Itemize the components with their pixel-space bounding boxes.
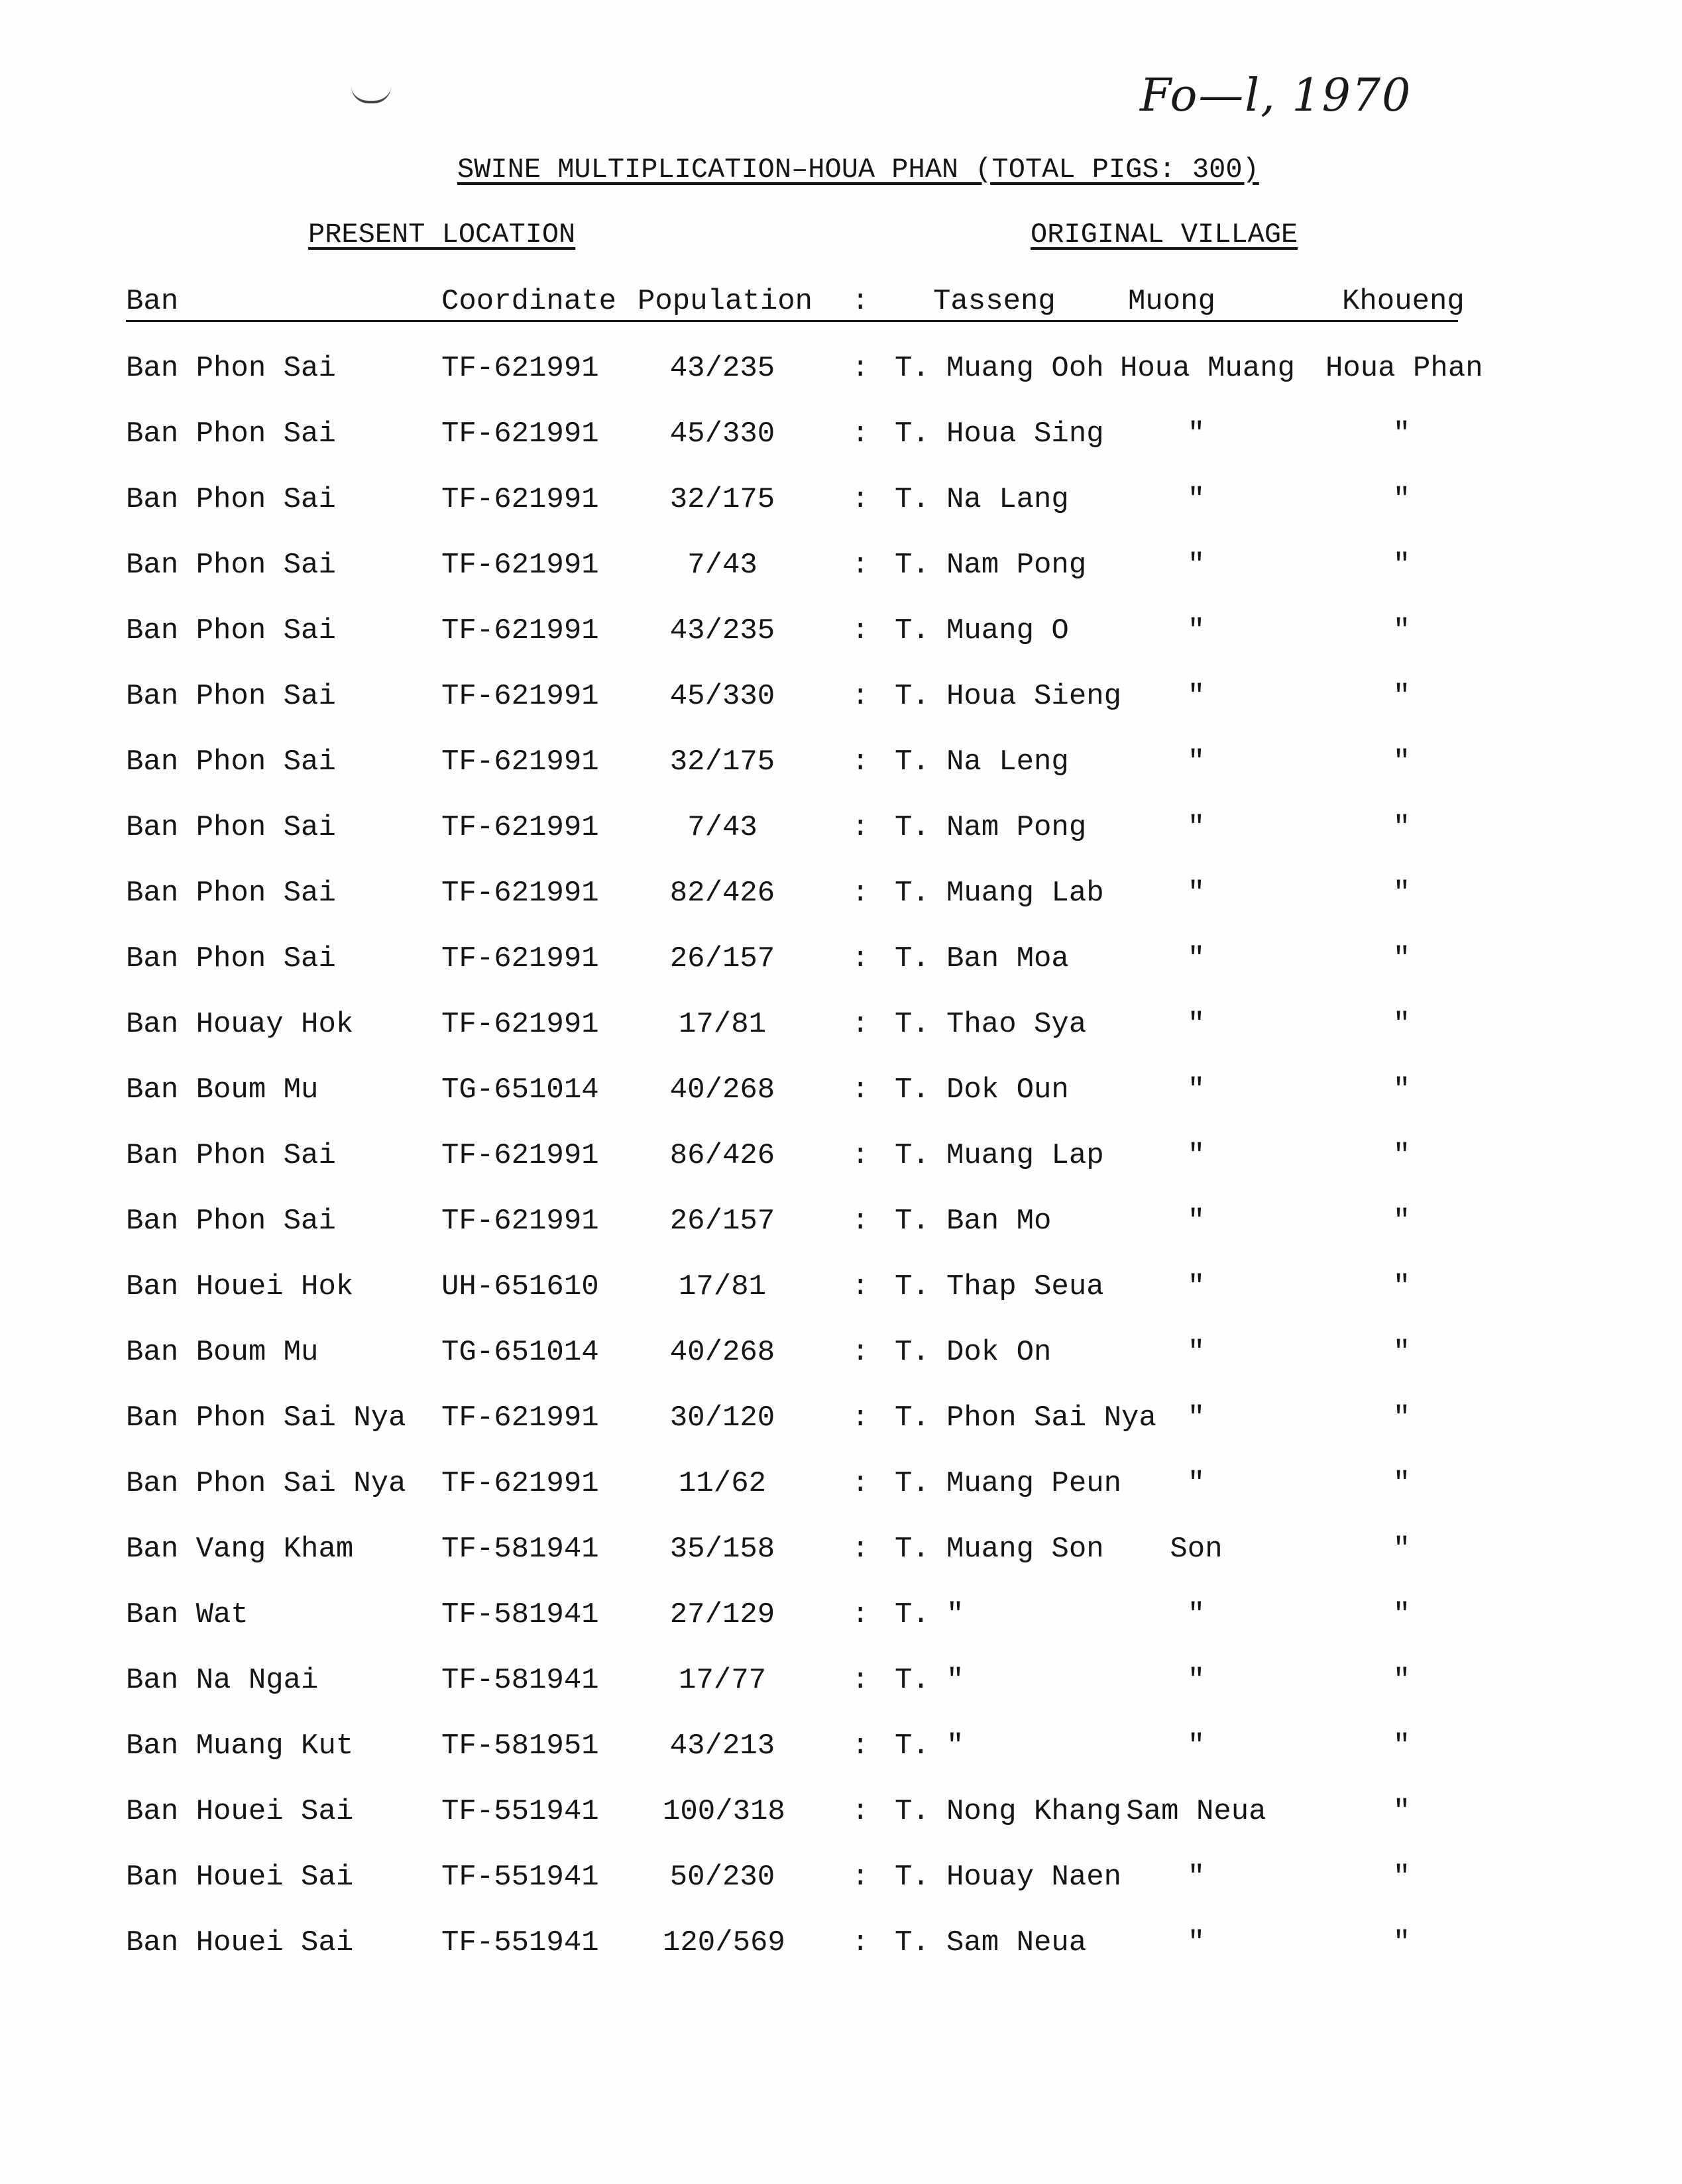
khoueng-cell: " — [1392, 1008, 1411, 1041]
muong-cell: " — [1187, 614, 1205, 647]
document-title: SWINE MULTIPLICATION–HOUA PHAN (TOTAL PIGS: 300) — [457, 154, 1259, 186]
separator-cell: : — [852, 483, 869, 516]
khoueng-cell: " — [1392, 614, 1411, 647]
col-header-ban: Ban — [126, 285, 179, 318]
tasseng-cell: Muang Ooh — [946, 352, 1104, 385]
muong-cell: " — [1187, 1861, 1205, 1894]
coordinate-cell: TF-621991 — [441, 877, 599, 910]
tasseng-cell: Na Lang — [946, 483, 1069, 516]
table-row — [0, 350, 1682, 415]
separator-cell: : — [852, 1598, 869, 1631]
table-row — [0, 875, 1682, 940]
population-cell: 11/62 — [678, 1467, 767, 1500]
population-cell: 27/129 — [669, 1598, 775, 1631]
tasseng-prefix-cell: T. — [895, 1795, 930, 1828]
coordinate-cell: TF-551941 — [441, 1926, 599, 1959]
khoueng-cell: " — [1392, 1336, 1411, 1369]
population-cell: 32/175 — [669, 483, 775, 516]
tasseng-cell: Dok On — [946, 1336, 1052, 1369]
khoueng-cell: " — [1392, 417, 1411, 451]
tasseng-prefix-cell: T. — [895, 1729, 930, 1763]
muong-cell: " — [1187, 549, 1205, 582]
ban-cell: Ban Phon Sai — [126, 549, 336, 582]
muong-cell: " — [1187, 1401, 1205, 1435]
muong-cell: " — [1187, 1073, 1205, 1107]
coordinate-cell: TF-621991 — [441, 745, 599, 779]
separator-cell: : — [852, 1861, 869, 1894]
tasseng-prefix-cell: T. — [895, 1401, 930, 1435]
coordinate-cell: TF-621991 — [441, 352, 599, 385]
population-cell: 26/157 — [669, 942, 775, 975]
muong-cell: " — [1187, 1205, 1205, 1238]
table-row — [0, 1399, 1682, 1465]
separator-cell: : — [852, 1139, 869, 1172]
tasseng-cell: Houa Sieng — [946, 680, 1122, 713]
muong-cell: " — [1187, 1008, 1205, 1041]
khoueng-cell: " — [1392, 811, 1411, 844]
separator-cell: : — [852, 1073, 869, 1107]
tasseng-cell: Nam Pong — [946, 549, 1087, 582]
table-row — [0, 1268, 1682, 1334]
tasseng-prefix-cell: T. — [895, 680, 930, 713]
khoueng-cell: " — [1392, 1401, 1411, 1435]
ban-cell: Ban Wat — [126, 1598, 249, 1631]
table-row — [0, 1662, 1682, 1727]
population-cell: 45/330 — [669, 417, 775, 451]
tasseng-prefix-cell: T. — [895, 1598, 930, 1631]
ban-cell: Ban Vang Kham — [126, 1533, 354, 1566]
coordinate-cell: TF-621991 — [441, 1205, 599, 1238]
tasseng-cell: Muang Peun — [946, 1467, 1122, 1500]
col-header-khoueng: Khoueng — [1342, 285, 1465, 318]
tasseng-cell: Muang Lap — [946, 1139, 1104, 1172]
coordinate-cell: TF-621991 — [441, 942, 599, 975]
tasseng-prefix-cell: T. — [895, 1664, 930, 1697]
muong-cell: " — [1187, 745, 1205, 779]
population-cell: 100/318 — [663, 1795, 785, 1828]
separator-cell: : — [852, 877, 869, 910]
population-cell: 82/426 — [669, 877, 775, 910]
ban-cell: Ban Houay Hok — [126, 1008, 354, 1041]
ban-cell: Ban Phon Sai — [126, 1205, 336, 1238]
khoueng-cell: " — [1392, 483, 1411, 516]
col-header-tasseng: Tasseng — [933, 285, 1056, 318]
coordinate-cell: TF-621991 — [441, 549, 599, 582]
table-row — [0, 1924, 1682, 1990]
table-row — [0, 612, 1682, 678]
separator-cell: : — [852, 745, 869, 779]
tasseng-prefix-cell: T. — [895, 614, 930, 647]
tasseng-prefix-cell: T. — [895, 483, 930, 516]
ban-cell: Ban Phon Sai Nya — [126, 1401, 406, 1435]
muong-cell: Son — [1170, 1533, 1223, 1566]
khoueng-cell: " — [1392, 1205, 1411, 1238]
ban-cell: Ban Boum Mu — [126, 1336, 319, 1369]
tasseng-cell: Nam Pong — [946, 811, 1087, 844]
table-row — [0, 1071, 1682, 1137]
table-row — [0, 547, 1682, 612]
table-row — [0, 743, 1682, 809]
population-cell: 30/120 — [669, 1401, 775, 1435]
population-cell: 45/330 — [669, 680, 775, 713]
separator-cell: : — [852, 1336, 869, 1369]
coordinate-cell: TF-581941 — [441, 1598, 599, 1631]
population-cell: 17/81 — [678, 1008, 767, 1041]
coordinate-cell: TF-551941 — [441, 1861, 599, 1894]
table-row — [0, 1137, 1682, 1203]
col-header-separator: : — [852, 285, 869, 318]
separator-cell: : — [852, 811, 869, 844]
coordinate-cell: TF-621991 — [441, 1401, 599, 1435]
tasseng-cell: " — [946, 1664, 964, 1697]
khoueng-cell: " — [1392, 1795, 1411, 1828]
separator-cell: : — [852, 1729, 869, 1763]
population-cell: 40/268 — [669, 1336, 775, 1369]
khoueng-cell: " — [1392, 1270, 1411, 1303]
khoueng-cell: " — [1392, 680, 1411, 713]
tasseng-cell: Muang O — [946, 614, 1069, 647]
separator-cell: : — [852, 1926, 869, 1959]
table-row — [0, 809, 1682, 875]
khoueng-cell: Houa Phan — [1325, 352, 1483, 385]
tasseng-cell: Na Leng — [946, 745, 1069, 779]
separator-cell: : — [852, 1401, 869, 1435]
tasseng-prefix-cell: T. — [895, 745, 930, 779]
tasseng-prefix-cell: T. — [895, 1926, 930, 1959]
tasseng-cell: Muang Lab — [946, 877, 1104, 910]
ban-cell: Ban Houei Hok — [126, 1270, 354, 1303]
population-cell: 7/43 — [687, 811, 757, 844]
khoueng-cell: " — [1392, 1729, 1411, 1763]
coordinate-cell: TF-621991 — [441, 614, 599, 647]
ban-cell: Ban Muang Kut — [126, 1729, 354, 1763]
col-header-population: Population — [638, 285, 813, 318]
population-cell: 17/77 — [678, 1664, 767, 1697]
population-cell: 50/230 — [669, 1861, 775, 1894]
khoueng-cell: " — [1392, 1664, 1411, 1697]
tasseng-cell: Houa Sing — [946, 417, 1104, 451]
tasseng-prefix-cell: T. — [895, 1205, 930, 1238]
khoueng-cell: " — [1392, 1139, 1411, 1172]
khoueng-cell: " — [1392, 1926, 1411, 1959]
population-cell: 43/213 — [669, 1729, 775, 1763]
tasseng-prefix-cell: T. — [895, 1533, 930, 1566]
tasseng-cell: Phon Sai Nya — [946, 1401, 1156, 1435]
tasseng-prefix-cell: T. — [895, 877, 930, 910]
ban-cell: Ban Phon Sai — [126, 942, 336, 975]
table-row — [0, 1006, 1682, 1071]
muong-cell: " — [1187, 942, 1205, 975]
ban-cell: Ban Houei Sai — [126, 1861, 354, 1894]
khoueng-cell: " — [1392, 942, 1411, 975]
tasseng-cell: Muang Son — [946, 1533, 1104, 1566]
coordinate-cell: TF-621991 — [441, 483, 599, 516]
population-cell: 43/235 — [669, 614, 775, 647]
muong-cell: " — [1187, 1729, 1205, 1763]
tasseng-cell: Dok Oun — [946, 1073, 1069, 1107]
tasseng-cell: Thao Sya — [946, 1008, 1087, 1041]
table-row — [0, 1334, 1682, 1399]
tasseng-prefix-cell: T. — [895, 1073, 930, 1107]
ban-cell: Ban Phon Sai — [126, 417, 336, 451]
muong-cell: " — [1187, 811, 1205, 844]
tasseng-cell: " — [946, 1598, 964, 1631]
ban-cell: Ban Phon Sai — [126, 745, 336, 779]
coordinate-cell: TG-651014 — [441, 1073, 599, 1107]
table-row — [0, 1596, 1682, 1662]
separator-cell: : — [852, 1664, 869, 1697]
separator-cell: : — [852, 417, 869, 451]
tasseng-cell: Houay Naen — [946, 1861, 1122, 1894]
khoueng-cell: " — [1392, 1533, 1411, 1566]
muong-cell: Sam Neua — [1126, 1795, 1266, 1828]
scan-mark — [351, 86, 391, 103]
coordinate-cell: TF-621991 — [441, 1467, 599, 1500]
khoueng-cell: " — [1392, 745, 1411, 779]
muong-cell: " — [1187, 877, 1205, 910]
ban-cell: Ban Phon Sai — [126, 877, 336, 910]
muong-cell: " — [1187, 1270, 1205, 1303]
ban-cell: Ban Phon Sai — [126, 614, 336, 647]
separator-cell: : — [852, 1008, 869, 1041]
section-original-village: ORIGINAL VILLAGE — [1031, 219, 1298, 250]
coordinate-cell: TG-651014 — [441, 1336, 599, 1369]
ban-cell: Ban Phon Sai — [126, 1139, 336, 1172]
tasseng-cell: Thap Seua — [946, 1270, 1104, 1303]
population-cell: 26/157 — [669, 1205, 775, 1238]
table-row — [0, 1727, 1682, 1793]
coordinate-cell: TF-581951 — [441, 1729, 599, 1763]
coordinate-cell: TF-621991 — [441, 1139, 599, 1172]
khoueng-cell: " — [1392, 1598, 1411, 1631]
ban-cell: Ban Na Ngai — [126, 1664, 319, 1697]
separator-cell: : — [852, 1205, 869, 1238]
population-cell: 32/175 — [669, 745, 775, 779]
population-cell: 120/569 — [663, 1926, 785, 1959]
coordinate-cell: TF-621991 — [441, 417, 599, 451]
separator-cell: : — [852, 942, 869, 975]
table-row — [0, 1793, 1682, 1859]
muong-cell: " — [1187, 1336, 1205, 1369]
muong-cell: Houa Muang — [1120, 352, 1296, 385]
tasseng-prefix-cell: T. — [895, 417, 930, 451]
tasseng-prefix-cell: T. — [895, 1336, 930, 1369]
tasseng-prefix-cell: T. — [895, 1139, 930, 1172]
col-header-muong: Muong — [1128, 285, 1216, 318]
table-row — [0, 1859, 1682, 1924]
muong-cell: " — [1187, 417, 1205, 451]
header-underline — [126, 320, 1458, 322]
ban-cell: Ban Houei Sai — [126, 1795, 354, 1828]
table-body — [0, 350, 1682, 1990]
col-header-coordinate: Coordinate — [441, 285, 617, 318]
tasseng-cell: Nong Khang — [946, 1795, 1122, 1828]
khoueng-cell: " — [1392, 1073, 1411, 1107]
ban-cell: Ban Phon Sai — [126, 483, 336, 516]
population-cell: 43/235 — [669, 352, 775, 385]
coordinate-cell: TF-621991 — [441, 680, 599, 713]
khoueng-cell: " — [1392, 549, 1411, 582]
handwritten-annotation: Fo—l, 1970 — [1140, 70, 1412, 122]
tasseng-prefix-cell: T. — [895, 1467, 930, 1500]
table-row — [0, 1531, 1682, 1596]
separator-cell: : — [852, 680, 869, 713]
tasseng-cell: Ban Moa — [946, 942, 1069, 975]
table-row — [0, 481, 1682, 547]
separator-cell: : — [852, 1270, 869, 1303]
table-row — [0, 1465, 1682, 1531]
coordinate-cell: TF-551941 — [441, 1795, 599, 1828]
population-cell: 86/426 — [669, 1139, 775, 1172]
ban-cell: Ban Phon Sai Nya — [126, 1467, 406, 1500]
population-cell: 35/158 — [669, 1533, 775, 1566]
separator-cell: : — [852, 1795, 869, 1828]
muong-cell: " — [1187, 1598, 1205, 1631]
coordinate-cell: UH-651610 — [441, 1270, 599, 1303]
ban-cell: Ban Phon Sai — [126, 352, 336, 385]
ban-cell: Ban Phon Sai — [126, 680, 336, 713]
coordinate-cell: TF-621991 — [441, 811, 599, 844]
separator-cell: : — [852, 1467, 869, 1500]
separator-cell: : — [852, 352, 869, 385]
khoueng-cell: " — [1392, 1467, 1411, 1500]
table-row — [0, 678, 1682, 743]
muong-cell: " — [1187, 483, 1205, 516]
separator-cell: : — [852, 614, 869, 647]
population-cell: 7/43 — [687, 549, 757, 582]
tasseng-prefix-cell: T. — [895, 1008, 930, 1041]
tasseng-cell: " — [946, 1729, 964, 1763]
tasseng-prefix-cell: T. — [895, 352, 930, 385]
table-row — [0, 940, 1682, 1006]
tasseng-prefix-cell: T. — [895, 942, 930, 975]
tasseng-cell: Sam Neua — [946, 1926, 1087, 1959]
khoueng-cell: " — [1392, 877, 1411, 910]
coordinate-cell: TF-581941 — [441, 1664, 599, 1697]
population-cell: 17/81 — [678, 1270, 767, 1303]
muong-cell: " — [1187, 1664, 1205, 1697]
coordinate-cell: TF-581941 — [441, 1533, 599, 1566]
separator-cell: : — [852, 1533, 869, 1566]
tasseng-prefix-cell: T. — [895, 1270, 930, 1303]
tasseng-prefix-cell: T. — [895, 549, 930, 582]
khoueng-cell: " — [1392, 1861, 1411, 1894]
ban-cell: Ban Phon Sai — [126, 811, 336, 844]
separator-cell: : — [852, 549, 869, 582]
coordinate-cell: TF-621991 — [441, 1008, 599, 1041]
ban-cell: Ban Boum Mu — [126, 1073, 319, 1107]
population-cell: 40/268 — [669, 1073, 775, 1107]
tasseng-prefix-cell: T. — [895, 811, 930, 844]
tasseng-cell: Ban Mo — [946, 1205, 1052, 1238]
table-row — [0, 1203, 1682, 1268]
ban-cell: Ban Houei Sai — [126, 1926, 354, 1959]
table-row — [0, 415, 1682, 481]
tasseng-prefix-cell: T. — [895, 1861, 930, 1894]
muong-cell: " — [1187, 1926, 1205, 1959]
muong-cell: " — [1187, 680, 1205, 713]
muong-cell: " — [1187, 1139, 1205, 1172]
section-present-location: PRESENT LOCATION — [308, 219, 576, 250]
muong-cell: " — [1187, 1467, 1205, 1500]
